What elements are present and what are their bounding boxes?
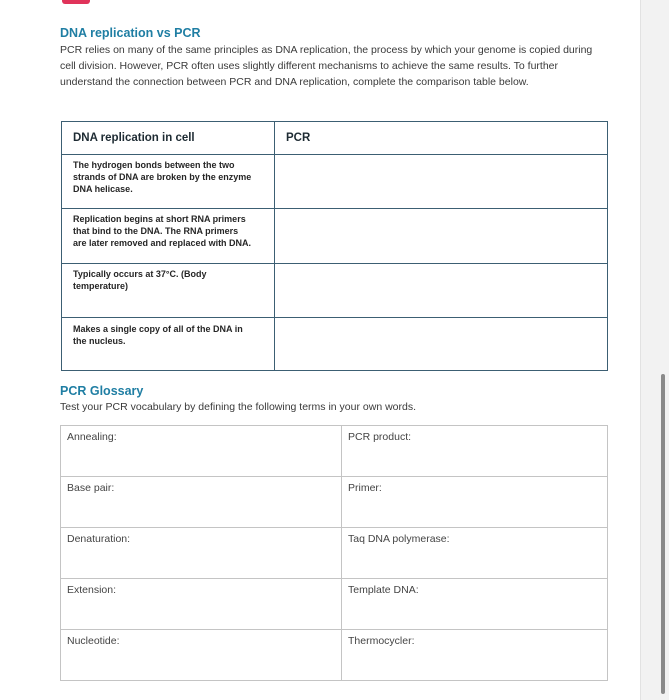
row-text-primers: Replication begins at short RNA primers that bind to the DNA. The RNA primers are later removed and replaced with DNA.	[73, 214, 252, 248]
glossary-term-pcr-product[interactable]: PCR product:	[342, 426, 608, 477]
glossary-term-primer[interactable]: Primer:	[342, 477, 608, 528]
header-dna-replication: DNA replication in cell	[62, 122, 275, 155]
pcr-answer-cell[interactable]	[275, 318, 608, 371]
glossary-term-denaturation[interactable]: Denaturation:	[61, 528, 342, 579]
glossary-row	[61, 579, 608, 630]
glossary-subtitle: Test your PCR vocabulary by defining the following terms in your own words.	[60, 401, 416, 413]
glossary-row	[61, 426, 608, 477]
glossary-table	[60, 425, 608, 681]
header-pcr: PCR	[275, 122, 608, 155]
table-row	[62, 264, 608, 318]
glossary-term-nucleotide[interactable]: Nucleotide:	[61, 630, 342, 681]
pcr-answer-cell[interactable]	[275, 155, 608, 209]
table-row	[62, 318, 608, 371]
glossary-row	[61, 630, 608, 681]
glossary-term-taq-polymerase[interactable]: Taq DNA polymerase:	[342, 528, 608, 579]
section-title-dna-vs-pcr: DNA replication vs PCR	[60, 26, 201, 40]
glossary-term-extension[interactable]: Extension:	[61, 579, 342, 630]
glossary-term-annealing[interactable]: Annealing:	[61, 426, 342, 477]
table-row	[62, 209, 608, 264]
glossary-term-template-dna[interactable]: Template DNA:	[342, 579, 608, 630]
glossary-title: PCR Glossary	[60, 384, 144, 398]
pcr-answer-cell[interactable]	[275, 264, 608, 318]
table-row	[62, 155, 608, 209]
row-text-single-copy: Makes a single copy of all of the DNA in the nucleus.	[73, 324, 243, 346]
intro-paragraph: PCR relies on many of the same principles as DNA replication, the process by which your genome is copied during cell division. However, PCR often uses slightly different mechanisms to achieve the same results. To further understand the connection between PCR and DNA replication, complete the comparison table below.	[60, 44, 593, 88]
glossary-row	[61, 477, 608, 528]
row-text-temperature: Typically occurs at 37°C. (Body temperature)	[73, 269, 207, 291]
glossary-row	[61, 528, 608, 579]
comparison-header-row	[62, 122, 608, 155]
accent-tab	[62, 0, 90, 4]
row-text-helicase: The hydrogen bonds between the two strands of DNA are broken by the enzyme DNA helicase.	[73, 160, 252, 194]
comparison-table	[61, 121, 608, 371]
glossary-term-base-pair[interactable]: Base pair:	[61, 477, 342, 528]
pcr-answer-cell[interactable]	[275, 209, 608, 264]
scrollbar[interactable]	[661, 374, 665, 694]
glossary-term-thermocycler[interactable]: Thermocycler:	[342, 630, 608, 681]
